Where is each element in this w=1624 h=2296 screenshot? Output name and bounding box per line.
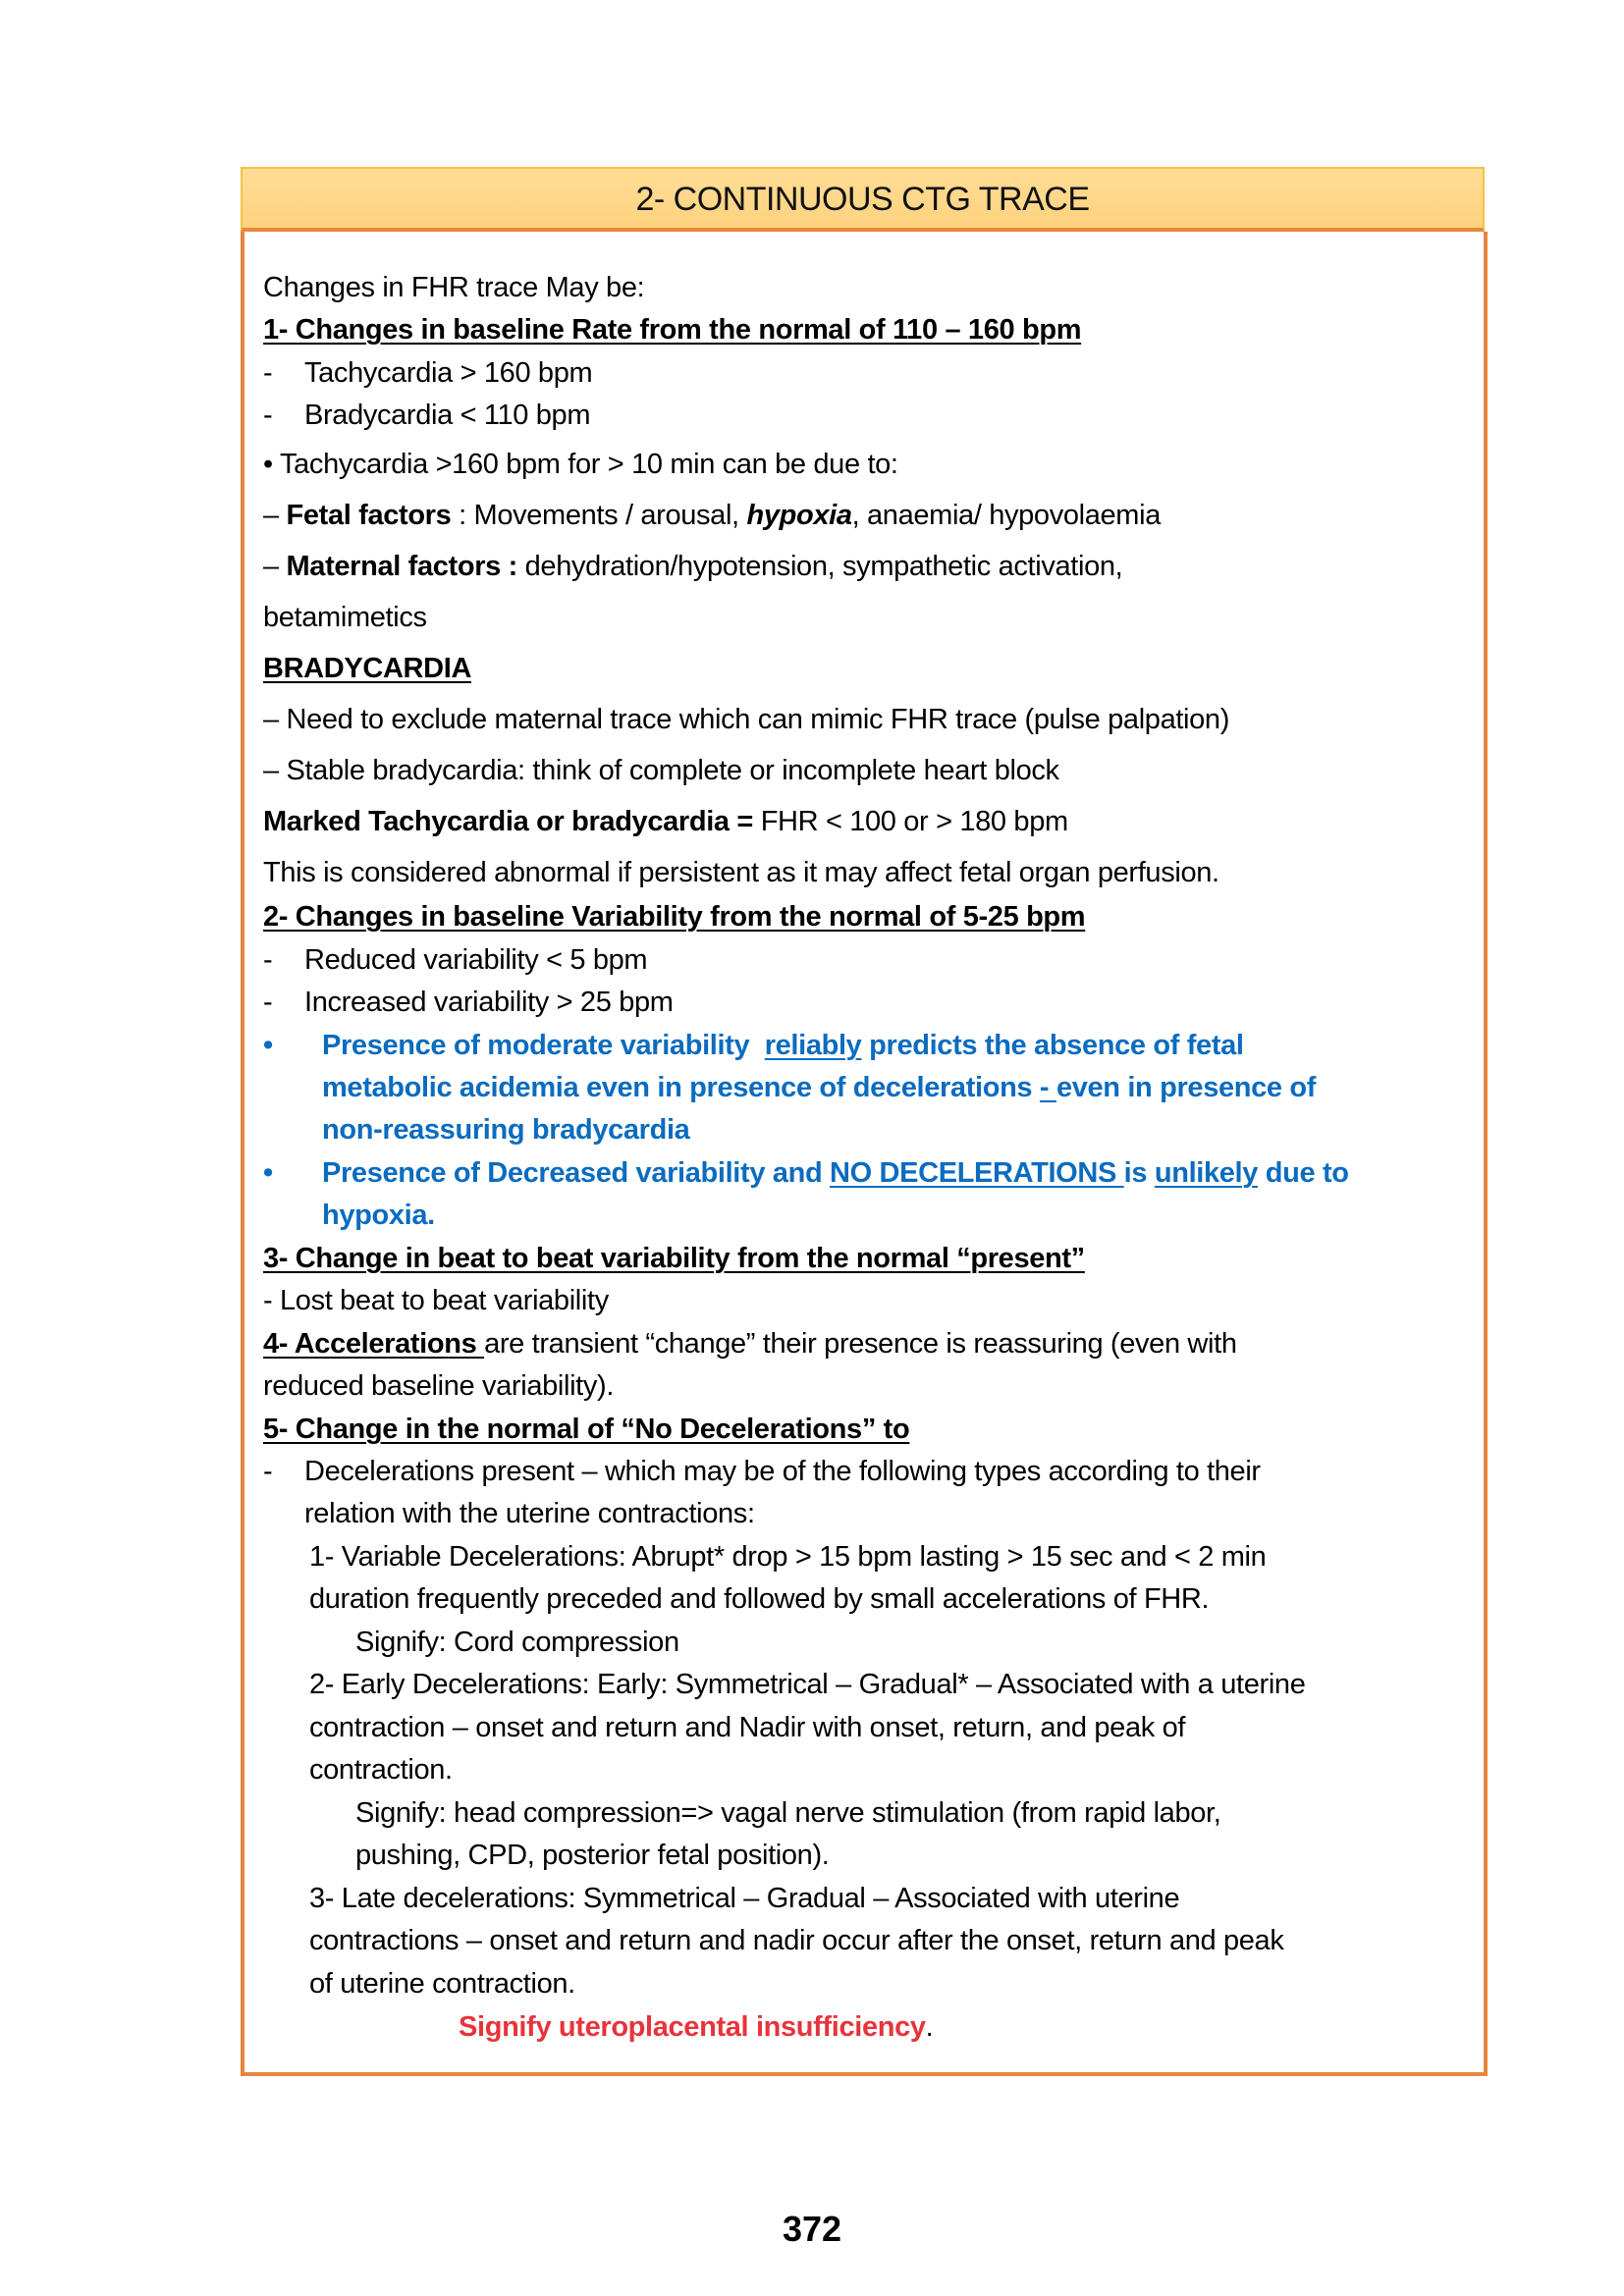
late-signify [459, 2009, 933, 2045]
early-decel-line: contraction. [309, 1754, 453, 1786]
heading-accelerations: 4- Accelerations [263, 1328, 485, 1360]
marked-definition [263, 804, 1068, 839]
brady-item: – Need to exclude maternal trace which can mimic FHR trace (pulse palpation) [263, 704, 1230, 735]
dash: - [263, 357, 273, 389]
blue-bullet-icon: • [263, 1157, 273, 1189]
heading-bradycardia: BRADYCARDIA [263, 653, 472, 684]
section-header [241, 167, 1485, 232]
text: Presence of Decreased variability and [322, 1157, 831, 1189]
variable-signify: Signify: Cord compression [355, 1627, 679, 1658]
underlined-no-decelerations: NO DECELERATIONS [830, 1157, 1124, 1189]
maternal-factors-label: Maternal factors : [286, 551, 517, 582]
list-item [263, 398, 591, 433]
brady-item: – Stable bradycardia: think of complete or incomplete heart block [263, 755, 1059, 786]
intro-text: Changes in FHR trace May be: [263, 272, 645, 303]
early-signify: pushing, CPD, posterior fetal position). [355, 1840, 830, 1871]
text: predicts the absence of fetal [861, 1030, 1244, 1061]
blue-bullet-2-line-1 [322, 1155, 1349, 1191]
early-signify: Signify: head compression=> vagal nerve stimulation (from rapid labor, [355, 1797, 1221, 1829]
dash: - [263, 1456, 273, 1487]
blue-bullet-2-line-2: hypoxia. [322, 1200, 435, 1231]
early-decel-line: 2- Early Decelerations: Early: Symmetrical – Gradual* – Associated with a uterine [309, 1669, 1306, 1700]
underlined-dash: - [1039, 1072, 1056, 1103]
accelerations-cont: reduced baseline variability). [263, 1370, 615, 1402]
marked-label: Marked Tachycardia or bradycardia = [263, 806, 753, 837]
list-item-text: Increased variability > 25 bpm [304, 987, 674, 1018]
list-item [263, 942, 648, 978]
variable-decel-line: 1- Variable Decelerations: Abrupt* drop > 15 bpm lasting > 15 sec and < 2 min [309, 1541, 1267, 1573]
abnormal-note: This is considered abnormal if persistent as it may affect fetal organ perfusion. [263, 857, 1219, 888]
heading-baseline-variability: 2- Changes in baseline Variability from the normal of 5-25 bpm [263, 901, 1086, 933]
list-item-text: Tachycardia > 160 bpm [304, 357, 593, 389]
signify-uteroplacental: Signify uteroplacental insufficiency [459, 2011, 926, 2043]
variable-decel-line: duration frequently preceded and followed by small accelerations of FHR. [309, 1583, 1210, 1615]
blue-bullet-1-line-3: non-reassuring bradycardia [322, 1114, 690, 1146]
beat-to-beat-item: - Lost beat to beat variability [263, 1285, 609, 1316]
list-item [263, 355, 593, 391]
text: Presence of moderate variability [322, 1030, 765, 1061]
blue-bullet-1-line-2 [322, 1070, 1316, 1105]
blue-bullet-icon: • [263, 1030, 273, 1061]
text: Decelerations present – which may be of the following types according to their [304, 1456, 1261, 1487]
text: dehydration/hypotension, sympathetic activation, [516, 551, 1123, 582]
text: metabolic acidemia even in presence of decelerations [322, 1072, 1040, 1103]
fetal-factors-label: Fetal factors [286, 500, 452, 531]
dash: - [263, 400, 273, 431]
text: is [1123, 1157, 1155, 1189]
text: , anaemia/ hypovolaemia [851, 500, 1161, 531]
section-title: 2- CONTINUOUS CTG TRACE [635, 181, 1090, 218]
list-item [263, 985, 674, 1020]
tachycardia-bullet: • Tachycardia >160 bpm for > 10 min can be due to: [263, 449, 898, 480]
maternal-factors [263, 549, 1122, 584]
maternal-factors-cont: betamimetics [263, 602, 427, 633]
emphasis-hypoxia: hypoxia [746, 500, 852, 531]
dash: – [263, 500, 287, 531]
text: due to [1258, 1157, 1349, 1189]
accelerations-line [263, 1326, 1237, 1362]
decel-intro [263, 1454, 1261, 1489]
heading-decelerations: 5- Change in the normal of “No Decelerations” to [263, 1414, 910, 1445]
text: are transient “change” their presence is reassuring (even with [484, 1328, 1237, 1360]
dash: - [263, 944, 273, 976]
underlined-reliably: reliably [764, 1030, 862, 1061]
fetal-factors [263, 498, 1161, 533]
blue-bullet-1-line-1 [322, 1028, 1244, 1063]
list-item-text: Bradycardia < 110 bpm [304, 400, 591, 431]
dash: - [263, 987, 273, 1018]
underlined-unlikely: unlikely [1154, 1157, 1259, 1189]
heading-beat-to-beat: 3- Change in beat to beat variability from the normal “present” [263, 1243, 1085, 1274]
early-decel-line: contraction – onset and return and Nadir with onset, return, and peak of [309, 1712, 1186, 1743]
text: : Movements / arousal, [451, 500, 747, 531]
list-item-text: Reduced variability < 5 bpm [304, 944, 648, 976]
late-decel-line: 3- Late decelerations: Symmetrical – Gradual – Associated with uterine [309, 1883, 1180, 1914]
decel-intro-cont: relation with the uterine contractions: [304, 1498, 755, 1529]
text: . [925, 2011, 934, 2043]
text: even in presence of [1056, 1072, 1317, 1103]
late-decel-line: of uterine contraction. [309, 1968, 575, 2000]
page-number: 372 [782, 2209, 842, 2249]
text: FHR < 100 or > 180 bpm [752, 806, 1068, 837]
late-decel-line: contractions – onset and return and nadir occur after the onset, return and peak [309, 1925, 1284, 1956]
dash: – [263, 551, 287, 582]
heading-baseline-rate: 1- Changes in baseline Rate from the normal of 110 – 160 bpm [263, 314, 1082, 346]
